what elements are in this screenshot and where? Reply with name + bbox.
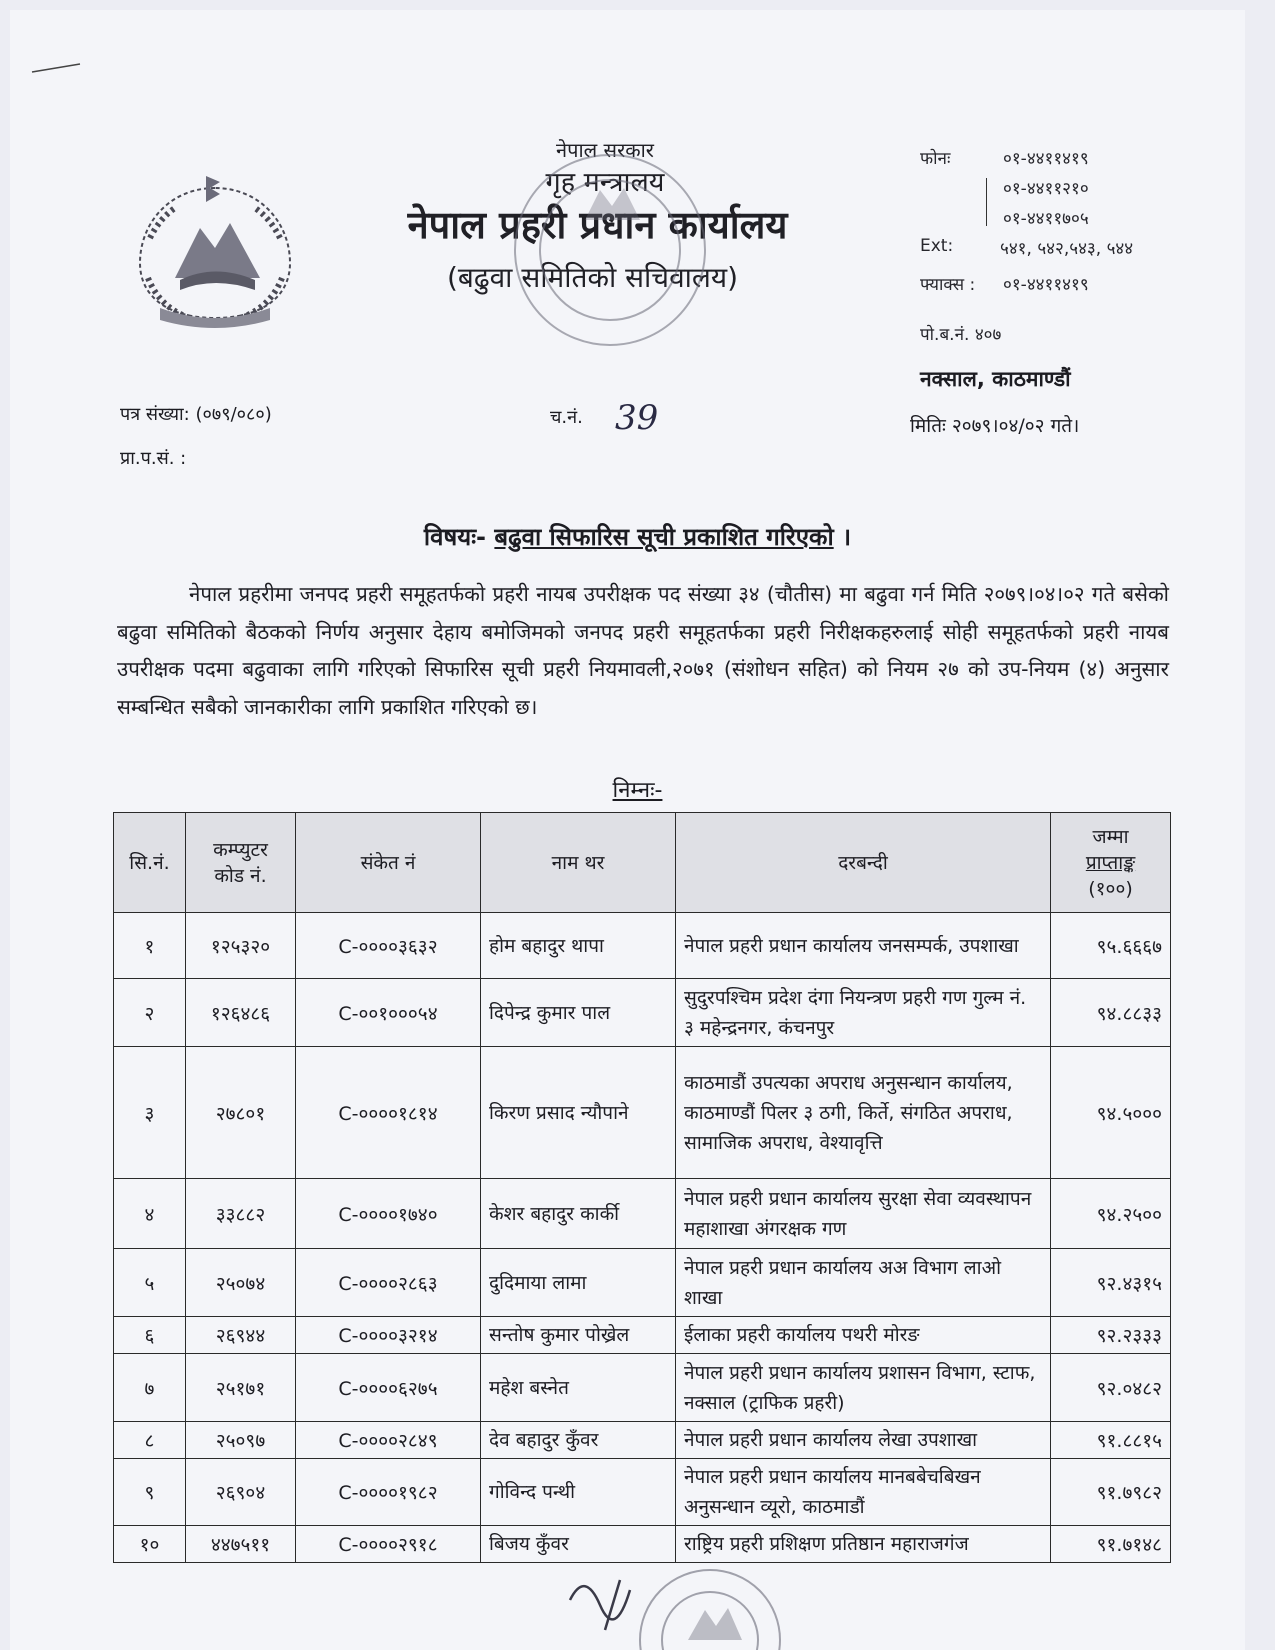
- cell-posting: नेपाल प्रहरी प्रधान कार्यालय मानबबेचबिखन अनुसन्धान व्यूरो, काठमाडौं: [676, 1459, 1051, 1526]
- cell-posting: नेपाल प्रहरी प्रधान कार्यालय अअ विभाग लाओ शाखा: [676, 1249, 1051, 1317]
- cell-code: २५०७४: [186, 1249, 296, 1317]
- signature-stamp-icon: [560, 1560, 800, 1650]
- cell-name: केशर बहादुर कार्की: [481, 1179, 676, 1249]
- subject-label: विषयः-: [423, 523, 487, 551]
- cell-symbol: C-००००६२७५: [296, 1354, 481, 1422]
- subject-end: ।: [842, 523, 852, 551]
- cell-name: महेश बस्नेत: [481, 1354, 676, 1422]
- cell-sn: ७: [114, 1354, 186, 1422]
- table-header-row: [114, 813, 1171, 913]
- cell-score: ९४.८८३३: [1051, 979, 1171, 1047]
- phone-label: फोनः: [920, 149, 951, 169]
- cell-posting: नेपाल प्रहरी प्रधान कार्यालय लेखा उपशाखा: [676, 1422, 1051, 1459]
- phone-bracket: [986, 178, 993, 226]
- cell-posting: राष्ट्रिय प्रहरी प्रशिक्षण प्रतिष्ठान महाराजगंज: [676, 1526, 1051, 1563]
- table-row: [114, 1179, 1171, 1249]
- cell-symbol: C-००१०००५४: [296, 979, 481, 1047]
- cell-sn: ८: [114, 1422, 186, 1459]
- cell-code: २५०९७: [186, 1422, 296, 1459]
- header-total-line-2: प्राप्ताङ्क: [1085, 851, 1136, 874]
- secretariat-name: (बढुवा समितिको सचिवालय): [446, 261, 739, 294]
- table-row: [114, 1459, 1171, 1526]
- office-address: नक्साल, काठमाण्डौं: [920, 367, 1071, 391]
- cell-posting: नेपाल प्रहरी प्रधान कार्यालय जनसम्पर्क, उपशाखा: [676, 913, 1051, 979]
- cell-score: ९२.४३१५: [1051, 1249, 1171, 1317]
- cell-posting: सुदुरपश्चिम प्रदेश दंगा नियन्त्रण प्रहरी गण गुल्म नं. ३ महेन्द्रनगर, कंचनपुर: [676, 979, 1051, 1047]
- list-heading: [0, 774, 1275, 804]
- cell-name: सन्तोष कुमार पोख्रेल: [481, 1317, 676, 1354]
- cell-symbol: C-००००२८४९: [296, 1422, 481, 1459]
- header-computer-code: [186, 813, 296, 913]
- header-name: नाम थर: [481, 813, 676, 913]
- chalani-label: च.नं.: [550, 407, 583, 428]
- header-computer-code-line-1: कम्प्युटर: [213, 838, 268, 861]
- cell-posting: नेपाल प्रहरी प्रधान कार्यालय सुरक्षा सेवा व्यवस्थापन महाशाखा अंगरक्षक गण: [676, 1179, 1051, 1249]
- cell-name: किरण प्रसाद न्यौपाने: [481, 1047, 676, 1179]
- cell-sn: ४: [114, 1179, 186, 1249]
- po-box: पो.ब.नं. ४०७: [920, 325, 1002, 345]
- ext-value: ५४१, ५४२,५४३, ५४४: [1000, 239, 1134, 259]
- recommendation-table: [113, 812, 1171, 1563]
- phone-number-1: ०१-४४११४१९: [1003, 149, 1089, 169]
- cell-code: ३३८८२: [186, 1179, 296, 1249]
- header-posting: दरबन्दी: [676, 813, 1051, 913]
- cell-code: १२५३२०: [186, 913, 296, 979]
- cell-code: २६९४४: [186, 1317, 296, 1354]
- subject-line: [0, 520, 1275, 553]
- table-row: [114, 1317, 1171, 1354]
- cell-posting: ईलाका प्रहरी कार्यालय पथरी मोरङ: [676, 1317, 1051, 1354]
- chalani-number-handwritten: 39: [615, 398, 659, 438]
- cell-score: ९५.६६६७: [1051, 913, 1171, 979]
- office-name: नेपाल प्रहरी प्रधान कार्यालय: [407, 203, 788, 247]
- cell-score: ९१.८८१५: [1051, 1422, 1171, 1459]
- phone-number-2: ०१-४४११२१०: [1003, 179, 1089, 199]
- cell-sn: ९: [114, 1459, 186, 1526]
- cell-posting: नेपाल प्रहरी प्रधान कार्यालय प्रशासन विभाग, स्टाफ, नक्साल (ट्राफिक प्रहरी): [676, 1354, 1051, 1422]
- table-row: [114, 1526, 1171, 1563]
- cell-code: १२६४८६: [186, 979, 296, 1047]
- cell-symbol: C-००००१९८२: [296, 1459, 481, 1526]
- cell-sn: १०: [114, 1526, 186, 1563]
- scan-mark: [30, 62, 82, 74]
- letter-date: मितिः २०७९।०४/०२ गते।: [910, 415, 1080, 437]
- table-row: [114, 1422, 1171, 1459]
- cell-sn: ६: [114, 1317, 186, 1354]
- table-row: [114, 1047, 1171, 1179]
- cell-name: देव बहादुर कुँवर: [481, 1422, 676, 1459]
- body-paragraph: नेपाल प्रहरीमा जनपद प्रहरी समूहतर्फको प्रहरी नायब उपरीक्षक पद संख्या ३४ (चौतीस) मा बढुवा गर्न मिति २०७९।०४।०२ गते बसेको बढुवा समितिको बैठकको निर्णय अनुसार देहाय बमोजिमको जनपद प्रहरी समूहतर्फका प्रहरी निरीक्षकहरुलाई सोही समूहतर्फको प्रहरी नायब उपरीक्षक पदमा बढुवाका लागि गरिएको सिफारिस सूची प्रहरी नियमावली,२०७१ (संशोधन सहित) को नियम २७ को उप-नियम (४) अनुसार सम्बन्धित सबैको जानकारीका लागि प्रकाशित गरिएको छ।: [117, 582, 1169, 719]
- cell-sn: २: [114, 979, 186, 1047]
- cell-symbol: C-००००१८१४: [296, 1047, 481, 1179]
- cell-symbol: C-००००३२१४: [296, 1317, 481, 1354]
- cell-score: ९२.२३३३: [1051, 1317, 1171, 1354]
- cell-symbol: C-००००२८६३: [296, 1249, 481, 1317]
- cell-sn: ३: [114, 1047, 186, 1179]
- ministry-name: गृह मन्त्रालय: [545, 167, 665, 198]
- header-total-score: [1051, 813, 1171, 913]
- table-row: [114, 913, 1171, 979]
- cell-symbol: C-००००१७४०: [296, 1179, 481, 1249]
- ext-label: Ext:: [920, 236, 954, 256]
- cell-code: २७८०१: [186, 1047, 296, 1179]
- phone-number-3: ०१-४४११७०५: [1003, 209, 1089, 229]
- fax-label: फ्याक्स :: [920, 275, 976, 295]
- cell-score: ९१.७१४८: [1051, 1526, 1171, 1563]
- cell-score: ९२.०४८२: [1051, 1354, 1171, 1422]
- cell-name: गोविन्द पन्थी: [481, 1459, 676, 1526]
- office-stamp-icon: [500, 140, 720, 350]
- header-sn: सि.नं.: [114, 813, 186, 913]
- cell-code: २६९०४: [186, 1459, 296, 1526]
- table-row: [114, 1354, 1171, 1422]
- fax-number: ०१-४४११४१९: [1003, 275, 1089, 295]
- header-computer-code-line-2: कोड नं.: [214, 864, 267, 887]
- cell-name: होम बहादुर थापा: [481, 913, 676, 979]
- cell-symbol: C-००००२९१८: [296, 1526, 481, 1563]
- cell-sn: ५: [114, 1249, 186, 1317]
- subject-text: बढुवा सिफारिस सूची प्रकाशित गरिएको: [494, 523, 834, 551]
- cell-symbol: C-००००३६३२: [296, 913, 481, 979]
- header-total-line-1: जम्मा: [1092, 825, 1129, 848]
- cell-name: दुदिमाया लामा: [481, 1249, 676, 1317]
- table-row: [114, 1249, 1171, 1317]
- header-total-line-3: (१००): [1088, 877, 1133, 900]
- cell-score: ९१.७९८२: [1051, 1459, 1171, 1526]
- table-row: [114, 979, 1171, 1047]
- praps-number: प्रा.प.सं. :: [120, 448, 187, 469]
- cell-code: ४४७५११: [186, 1526, 296, 1563]
- cell-code: २५१७१: [186, 1354, 296, 1422]
- cell-name: बिजय कुँवर: [481, 1526, 676, 1563]
- header-symbol-no: संकेत नं: [296, 813, 481, 913]
- government-name: नेपाल सरकार: [556, 138, 654, 162]
- cell-sn: १: [114, 913, 186, 979]
- ref-number: पत्र संख्या: (०७९/०८०): [120, 404, 272, 425]
- cell-score: ९४.५०००: [1051, 1047, 1171, 1179]
- cell-name: दिपेन्द्र कुमार पाल: [481, 979, 676, 1047]
- cell-posting: काठमाडौं उपत्यका अपराध अनुसन्धान कार्यालय, काठमाण्डौं पिलर ३ ठगी, किर्ते, संगठित अपराध, सामाजिक अपराध, वेश्यावृत्ति: [676, 1047, 1051, 1179]
- list-heading-text: निम्नः-: [612, 778, 663, 803]
- cell-score: ९४.२५००: [1051, 1179, 1171, 1249]
